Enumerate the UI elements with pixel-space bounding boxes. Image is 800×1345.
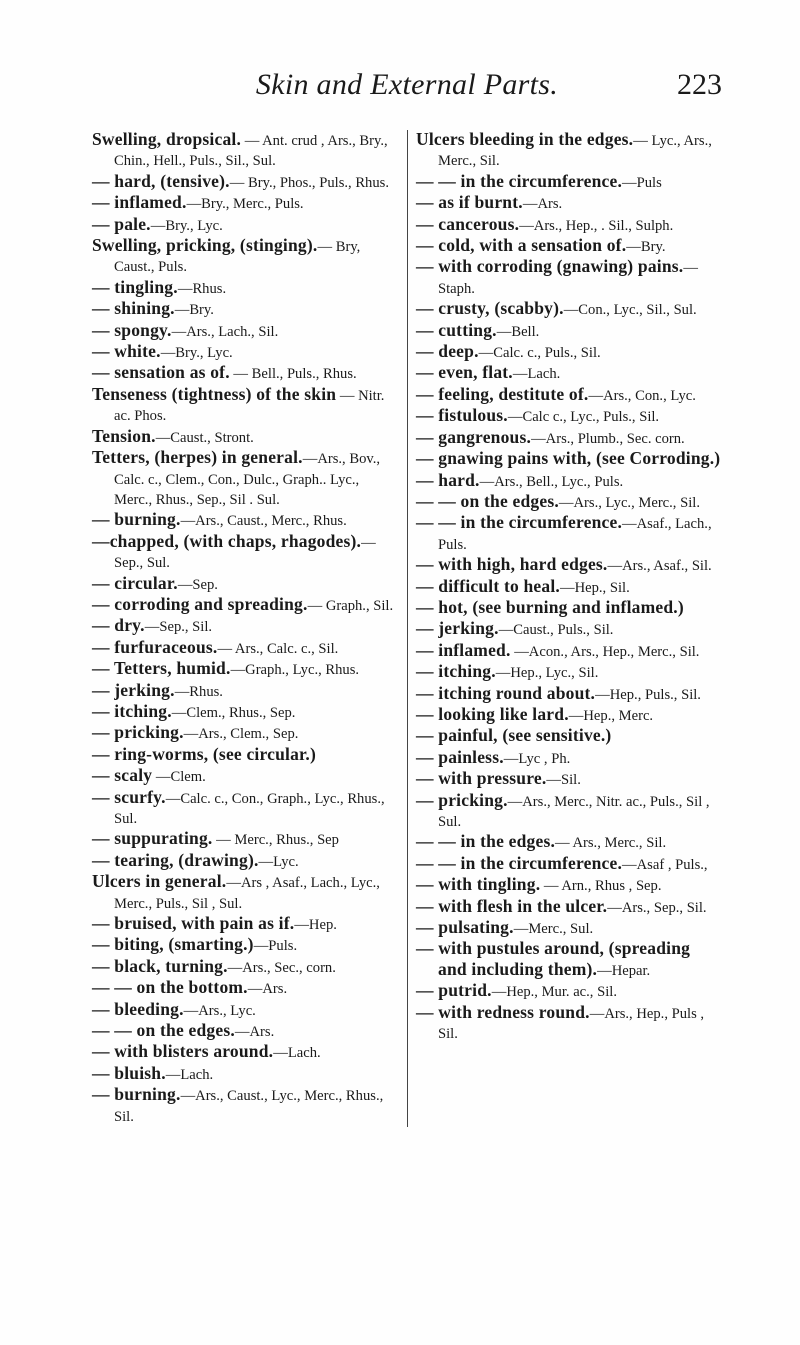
index-entry [92,914,399,935]
entry-remedies: —Hepar. [597,962,651,979]
entry-remedies: —Ars., Asaf., Sil. [607,558,712,575]
entry-remedies: —Bry. [174,302,214,319]
index-entry [92,215,399,236]
entry-term: — feeling, destitute of. [416,383,589,404]
entry-term: — jerking. [416,618,499,639]
index-entry [416,577,722,598]
index-entry [416,428,722,449]
index-entry [92,595,399,616]
index-entry [92,427,399,448]
index-entry [92,659,399,680]
index-entry [416,193,722,214]
entry-remedies: —Lach. [273,1045,321,1062]
entry-term: — with tingling. [416,874,541,895]
index-entry [92,723,399,744]
page-number: 223 [677,68,722,101]
entry-remedies: —Rhus. [174,683,223,700]
index-entry [416,236,722,257]
entry-remedies: — Bell., Puls., Rhus. [229,366,357,383]
index-entry [416,449,722,470]
entry-term: — bleeding. [92,998,184,1019]
left-column [92,130,407,1127]
index-entry [92,745,399,766]
entry-term: — fistulous. [416,405,508,426]
index-entry [416,130,722,172]
entry-remedies: —Ars., Lyc. [183,1002,256,1019]
right-column [407,130,722,1127]
entry-term: — ring-worms, (see circular.) [92,743,317,764]
entry-remedies: —Clem., Rhus., Sep. [171,704,296,721]
entry-term: — painless. [416,746,504,767]
entry-remedies: —Con., Lyc., Sil., Sul. [563,302,697,319]
entry-remedies: —Hep., Lyc., Sil. [495,665,599,682]
entry-term: — hot, (see burning and inflamed.) [416,596,684,617]
entry-remedies: —Ars., Lach., Sil. [171,323,279,340]
index-entry [92,172,399,193]
entry-remedies: —Hep., Merc. [568,707,654,724]
index-entry [416,363,722,384]
entry-remedies: —Ars. [234,1024,275,1041]
index-entry [416,918,722,939]
entry-remedies: —Merc., Sul. [513,921,594,938]
entry-remedies: —Lach. [512,366,561,383]
entry-remedies: —Bry., Lyc. [150,217,223,234]
page-header [92,68,722,112]
index-entry [416,854,722,875]
entry-term: — with pustules around, (spreading and including them). [416,938,691,979]
entry-term: — pricking. [92,722,184,743]
entry-remedies: —Graph., Lyc., Rhus. [230,662,360,679]
index-entry [92,1000,399,1021]
entry-remedies: —Staph. [438,260,698,297]
index-entry [92,299,399,320]
entry-term: — dry. [92,615,145,636]
entry-remedies: —Calc. c., Con., Graph., Lyc., Rhus., Sul. [114,790,385,827]
entry-term: — — in the edges. [416,831,556,852]
index-entry [416,321,722,342]
entry-remedies: — Bry, Caust., Puls. [114,239,361,276]
entry-term: — with pressure. [416,768,547,789]
index-entry [92,385,399,427]
index-entry [416,471,722,492]
entry-term: — cutting. [416,319,497,340]
entry-term: — — in the circumference. [416,170,623,191]
entry-term: — pale. [92,213,151,234]
entry-remedies: —Ars., Caust., Lyc., Merc., Rhus., Sil. [114,1088,384,1125]
index-entry [416,832,722,853]
entry-term: — suppurating. [92,828,213,849]
entry-remedies: —Ars., Hep., Puls , Sil. [438,1005,705,1043]
index-entry [92,574,399,595]
entry-remedies: —Hep. [294,917,337,934]
entry-term: — deep. [416,341,479,362]
entry-remedies: —Calc. c., Puls., Sil. [478,345,601,362]
entry-term: — — in the circumference. [416,852,623,873]
entry-term: — shining. [92,298,175,319]
entry-remedies: — Bry., Phos., Puls., Rhus. [229,174,389,191]
entry-remedies: —Bry., Lyc. [160,345,233,362]
entry-term: — painful, (see sensitive.) [416,725,612,746]
entry-term: Swelling, dropsical. [92,129,242,149]
entry-remedies: —Ars., Bov., Calc. c., Clem., Con., Dulc., Graph.. Lyc., Merc., Rhus., Sep., Sil . Sul. [114,451,381,508]
entry-remedies: —Ars., Caust., Merc., Rhus. [180,513,347,530]
entry-term: Tenseness (tightness) of the skin [92,383,337,404]
entry-remedies: — Merc., Rhus., Sep [212,832,339,849]
entry-term: — pricking. [416,789,508,810]
entry-remedies: —Sil. [546,772,581,789]
entry-term: — difficult to heal. [416,575,560,596]
entry-term: — tingling. [92,276,178,297]
entry-term: — jerking. [92,679,175,700]
entry-term: Tetters, (herpes) in general. [92,447,303,468]
entry-remedies: — Ars., Calc. c., Sil. [217,640,339,657]
entry-remedies: —Ars. [247,981,288,998]
entry-term: — cancerous. [416,213,520,234]
index-entry [416,172,722,193]
entry-remedies: —Caust., Stront. [155,429,254,446]
entry-term: — — in the circumference. [416,512,623,533]
index-entry [416,492,722,513]
index-entry [92,363,399,384]
index-entry [416,385,722,406]
entry-term: — hard, (tensive). [92,170,230,191]
index-entry [416,555,722,576]
entry-remedies: —Ars., Sec., corn. [227,959,336,976]
entry-term: — hard. [416,469,480,490]
entry-term: Tension. [92,425,156,446]
entry-remedies: — Lyc., Ars., Merc., Sil. [438,133,712,170]
entry-remedies: —Puls. [253,938,298,955]
entry-remedies: — Arn., Rhus , Sep. [540,878,662,895]
entry-term: — bluish. [92,1062,166,1083]
entry-remedies: —Ars., Hep., . Sil., Sulph. [519,217,674,234]
index-entry [416,299,722,320]
index-entry [92,130,399,172]
entry-term: — scaly [92,765,153,786]
entry-term: — circular. [92,572,178,593]
entry-remedies: —Caust., Puls., Sil. [498,622,614,639]
entry-term: — crusty, (scabby). [416,298,564,319]
index-entry [416,875,722,896]
entry-term: — with redness round. [416,1001,590,1022]
index-entry [92,872,399,914]
entry-term: — inflamed. [416,639,511,660]
entry-term: — spongy. [92,319,172,340]
index-entry [92,236,399,278]
index-entry [92,448,399,510]
entry-remedies: —Asaf., Lach., Puls. [438,516,712,553]
index-entry [92,851,399,872]
entry-remedies: —Hep., Sil. [560,579,630,596]
entry-term: — — on the edges. [92,1020,235,1041]
entry-term: — sensation as of. [92,362,230,383]
index-entry [92,935,399,956]
index-entry [92,278,399,299]
index-entry [92,788,399,830]
entry-remedies: —Hep., Mur. ac., Sil. [491,984,617,1001]
index-entry [92,766,399,787]
index-entry [416,1003,722,1045]
index-entry [92,957,399,978]
index-entry [92,616,399,637]
index-entry [416,939,722,981]
entry-remedies: —Ars., Sep., Sil. [607,899,707,916]
entry-term: — even, flat. [416,362,513,383]
index-entry [92,1085,399,1127]
entry-remedies: —Puls [622,174,662,191]
entry-term: — burning. [92,509,181,530]
two-column-body [92,130,722,1127]
entry-remedies: —Lyc , Ph. [503,750,571,767]
index-entry [92,342,399,363]
index-entry [92,1021,399,1042]
index-entry [416,215,722,236]
entry-remedies: —Acon., Ars., Hep., Merc., Sil. [510,643,700,660]
entry-term: — itching. [92,700,172,721]
entry-remedies: —Sep., Sil. [144,619,213,636]
index-entry [92,978,399,999]
entry-term: — — on the edges. [416,490,559,511]
entry-term: — with high, hard edges. [416,554,608,575]
index-entry [416,641,722,662]
entry-remedies: —Asaf , Puls., [622,856,708,873]
entry-term: — itching. [416,661,496,682]
entry-remedies: —Bry., Merc., Puls. [186,196,304,213]
index-entry [416,748,722,769]
entry-term: Ulcers in general. [92,871,227,892]
entry-term: — with flesh in the ulcer. [416,895,608,916]
index-entry [416,662,722,683]
entry-term: — cold, with a sensation of. [416,235,627,256]
entry-remedies: —Ars., Merc., Nitr. ac., Puls., Sil , Sul. [438,793,710,830]
entry-remedies: —Lyc. [258,853,299,870]
entry-term: Ulcers bleeding in the edges. [416,129,634,149]
entry-remedies: — Nitr. ac. Phos. [114,387,385,425]
index-entry [92,532,399,574]
index-entry [416,513,722,555]
entry-remedies: —Ars., Bell., Lyc., Puls. [479,473,624,490]
entry-term: — itching round about. [416,682,596,703]
index-entry [416,598,722,619]
index-entry [92,638,399,659]
index-entry [92,1042,399,1063]
entry-remedies: —Hep., Puls., Sil. [595,686,701,703]
index-entry [416,769,722,790]
entry-term: — bruised, with pain as if. [92,913,295,934]
index-entry [416,684,722,705]
entry-remedies: —Ars , Asaf., Lach., Lyc., Merc., Puls., Sil , Sul. [114,875,380,912]
entry-term: — — on the bottom. [92,977,248,998]
entry-term: — white. [92,341,161,362]
entry-remedies: —Ars., Lyc., Merc., Sil. [558,494,700,511]
index-entry [416,406,722,427]
entry-term: Swelling, pricking, (stinging). [92,235,318,256]
index-entry [92,681,399,702]
entry-remedies: —Ars., Clem., Sep. [183,726,299,743]
index-entry [92,321,399,342]
index-entry [416,897,722,918]
running-title: Skin and External Parts. [255,68,559,101]
entry-term: — corroding and spreading. [92,593,308,614]
entry-term: — inflamed. [92,192,187,213]
index-entry [416,726,722,747]
entry-term: — as if burnt. [416,192,523,213]
entry-term: — black, turning. [92,955,228,976]
entry-term: — looking like lard. [416,703,569,724]
entry-remedies: —Clem. [152,769,206,786]
entry-term: — with corroding (gnawing) pains. [416,256,684,277]
index-entry [416,705,722,726]
index-entry [92,829,399,850]
index-entry [416,257,722,299]
index-entry [92,193,399,214]
index-entry [92,1064,399,1085]
entry-term: — furfuraceous. [92,636,218,657]
entry-remedies: —Ars., Con., Lyc. [588,387,696,404]
entry-remedies: —Sep. [177,576,218,593]
entry-term: — with blisters around. [92,1041,274,1062]
entry-remedies: —Calc c., Lyc., Puls., Sil. [507,409,660,426]
index-entry [416,791,722,833]
entry-term: — tearing, (drawing). [92,849,259,870]
entry-term: — putrid. [416,980,492,1001]
entry-remedies: —Lach. [165,1066,214,1083]
entry-term: — Tetters, humid. [92,658,231,679]
entry-term: — scurfy. [92,786,166,807]
entry-remedies: — Ars., Merc., Sil. [555,835,667,852]
index-entry [92,702,399,723]
index-entry [416,619,722,640]
entry-remedies: — Graph., Sil. [307,597,394,614]
index-entry [416,342,722,363]
entry-term: — gangrenous. [416,426,532,447]
entry-remedies: —Bry. [626,239,666,256]
entry-remedies: —Ars., Plumb., Sec. corn. [531,430,685,447]
entry-remedies: —Ars. [522,196,563,213]
index-entry [92,510,399,531]
entry-term: — gnawing pains with, (see Corroding.) [416,448,721,469]
entry-remedies: —Sep., Sul. [114,534,376,572]
entry-remedies: —Bell. [496,323,540,340]
entry-term: — biting, (smarting.) [92,934,254,955]
entry-term: — pulsating. [416,917,514,938]
index-entry [416,981,722,1002]
entry-remedies: —Rhus. [177,280,227,297]
entry-term: — burning. [92,1084,181,1105]
entry-term: —chapped, (with chaps, rhagodes). [92,530,362,551]
entry-remedies: — Ant. crud , Ars., Bry., Chin., Hell., Puls., Sil., Sul. [114,133,388,170]
